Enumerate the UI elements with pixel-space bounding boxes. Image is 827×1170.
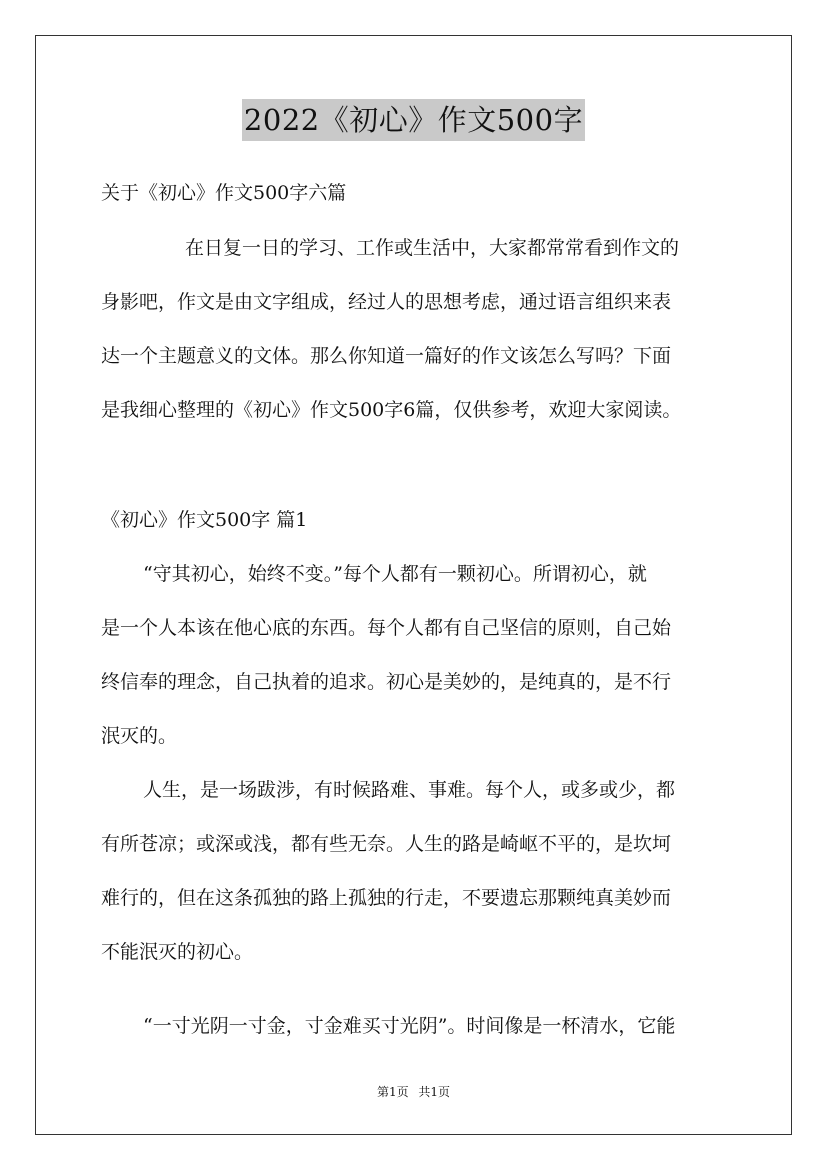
paragraph-line: 有所苍凉；或深或浅，都有些无奈。人生的路是崎岖不平的，是坎坷 [101,833,672,855]
paragraph-line: “一寸光阴一寸金，寸金难买寸光阴”。时间像是一杯清水，它能 [143,1015,676,1037]
document-subtitle: 关于《初心》作文500字六篇 [101,182,347,204]
paragraph-line: 是一个人本该在他心底的东西。每个人都有自己坚信的原则，自己始 [101,617,672,639]
page-total: 共1页 [418,1085,451,1099]
page-footer [0,1083,827,1100]
intro-line: 在日复一日的学习、工作或生活中，大家都常常看到作文的 [185,237,680,259]
intro-line: 身影吧，作文是由文字组成，经过人的思想考虑，通过语言组织来表 [101,291,672,313]
paragraph-line: 泯灭的。 [101,725,178,747]
intro-line: 达一个主题意义的文体。那么你知道一篇好的作文该怎么写吗？下面 [101,345,672,367]
paragraph-line: 难行的，但在这条孤独的路上孤独的行走，不要遗忘那颗纯真美妙而 [101,887,672,909]
page-number: 第1页 [376,1085,409,1099]
intro-line: 是我细心整理的《初心》作文500字6篇，仅供参考，欢迎大家阅读。 [101,399,682,421]
paragraph-line: “守其初心，始终不变。”每个人都有一颗初心。所谓初心，就 [143,563,647,585]
title-container [0,99,827,141]
paragraph-line: 人生，是一场跋涉，有时候路难、事难。每个人，或多或少，都 [143,779,676,801]
document-title: 2022《初心》作文500字 [242,99,585,141]
paragraph-line: 终信奉的理念，自己执着的追求。初心是美妙的，是纯真的，是不行 [101,671,672,693]
section-heading: 《初心》作文500字 篇1 [101,509,308,531]
paragraph-line: 不能泯灭的初心。 [101,941,254,963]
